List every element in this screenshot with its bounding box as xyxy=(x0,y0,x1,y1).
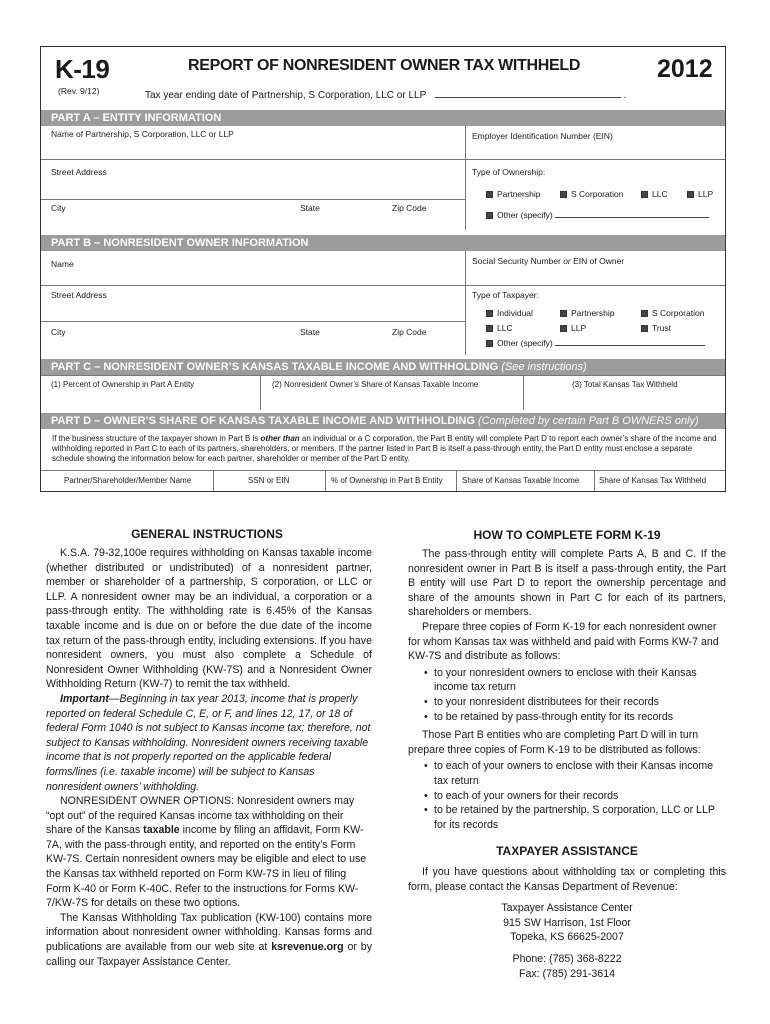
part-b-individual-checkbox[interactable]: Individual xyxy=(486,308,533,318)
assistance-center-name: Taxpayer Assistance Center xyxy=(501,902,633,915)
part-c-col3: (3) Total Kansas Tax Withheld xyxy=(572,380,678,389)
part-a-city-label: City xyxy=(51,203,66,213)
website-link[interactable]: ksrevenue.org xyxy=(271,941,344,954)
general-p1: K.S.A. 79-32,100e requires withholding on Kansas taxable income (whether distributed or undistributed) of a nonresident partner, member or shareholder of a partnership, S corporation, or LLC or LLP. A nonresident owner may be an individual, a corporation or a pass-through entity. The withholding rate is 6.45% of the Kansas taxable income and is due on or before the due date of the income tax return of the pass-through entity, including extensions. If you have nonresident owners, you must also complete a Schedule of Nonresident Owner Withholding (KW-7S) and a Nonresident Owner Withholding Return (KW-7) to remit the tax withheld. xyxy=(46,547,372,691)
how-bullet: • to each of your owners to enclose with their Kansas income tax return xyxy=(408,759,726,788)
checkbox-icon xyxy=(641,325,648,332)
form-year: 2012 xyxy=(657,55,713,83)
assistance-p1: If you have questions about withholding tax or completing this form, please contact the Kansas Department of Revenue: xyxy=(408,866,726,893)
part-b-llc-checkbox[interactable]: LLC xyxy=(486,323,513,333)
part-d-col-income: Share of Kansas Taxable Income xyxy=(462,476,580,485)
part-a-heading: PART A – ENTITY INFORMATION xyxy=(41,110,725,126)
part-b-trust-checkbox[interactable]: Trust xyxy=(641,323,671,333)
part-b-other-checkbox[interactable]: Other (specify) xyxy=(486,338,705,348)
part-b-zip-label: Zip Code xyxy=(392,327,427,337)
part-b-street-input[interactable] xyxy=(41,300,465,318)
part-a-street-label: Street Address xyxy=(51,167,107,177)
part-b-llp-checkbox[interactable]: LLP xyxy=(560,323,586,333)
form-revision: (Rev. 9/12) xyxy=(58,86,100,96)
part-b-name-label: Name xyxy=(51,259,74,269)
part-a-scorp-checkbox[interactable]: S Corporation xyxy=(560,189,623,199)
part-d-heading: PART D – OWNER’S SHARE OF KANSAS TAXABLE INCOME AND WITHHOLDING (Completed by certain Part B OWNERS only) xyxy=(41,413,725,429)
checkbox-icon xyxy=(641,191,648,198)
part-a-ein-label: Employer Identification Number (EIN) xyxy=(472,131,613,141)
general-instructions-body xyxy=(46,546,372,969)
assistance-phone: Phone: (785) 368-8222 xyxy=(512,952,622,965)
part-a-llc-checkbox[interactable]: LLC xyxy=(641,189,668,199)
assistance-city: Topeka, KS 66625-2007 xyxy=(510,931,624,944)
how-bullet: • to each of your owners for their records xyxy=(408,789,726,804)
part-a-state-label: State xyxy=(300,203,320,213)
checkbox-icon xyxy=(560,325,567,332)
how-bullet: • to your nonresident owners to enclose with their Kansas income tax return xyxy=(408,666,726,695)
checkbox-icon xyxy=(560,310,567,317)
checkbox-icon xyxy=(486,212,493,219)
part-b-street-label: Street Address xyxy=(51,290,107,300)
part-a-ein-input[interactable] xyxy=(466,142,725,158)
assistance-fax: Fax: (785) 291-3614 xyxy=(519,967,615,980)
part-c-income-input[interactable] xyxy=(261,391,522,409)
tax-year-row: Tax year ending date of Partnership, S Corporation, LLC or LLP . xyxy=(145,90,627,101)
checkbox-icon xyxy=(486,191,493,198)
part-b-ssn-input[interactable] xyxy=(466,266,725,284)
how-p2: Prepare three copies of Form K-19 for each nonresident owner for whom Kansas tax was withheld and paid with Forms KW-7 and KW-7S and distribute as follows: xyxy=(408,620,719,663)
tax-year-label: Tax year ending date of Partnership, S Corporation, LLC or LLP xyxy=(145,90,427,101)
general-important: Important—Beginning in tax year 2013, income that is properly reported on federal Schedule C, E, or F, and lines 12, 17, or 18 of federal Form 1040 is not subject to Kansas income tax; therefore, not subject to Kansas withholding. Nonresident owners receiving taxable income that is not properly reported on the applicable federal forms/lines (i.e. taxable income) will be subject to Kansas nonresident owners’ withholding. xyxy=(46,692,371,793)
checkbox-icon xyxy=(486,325,493,332)
part-d-col-percent: % of Ownership in Part B Entity xyxy=(331,476,443,485)
checkbox-icon xyxy=(560,191,567,198)
part-b-scorp-checkbox[interactable]: S Corporation xyxy=(641,308,704,318)
part-b-taxpayer-label: Type of Taxpayer: xyxy=(472,290,539,300)
general-options: NONRESIDENT OWNER OPTIONS: Nonresident owners may “opt out” of the required Kansas income tax withholding on their share of the Kansas taxable income by filing an affidavit, Form KW-7A, with the pass-through entity, and reported on the entity’s Form KW-7S. Certain nonresident owners may be eligible and elect to use the Kansas tax withheld reported on Form KW-7S in lieu of filing Form K-40 or Form K-40C. Refer to the instructions for Forms KW-7/KW-7S for details on these two options. xyxy=(46,795,367,910)
taxpayer-assistance-title: TAXPAYER ASSISTANCE xyxy=(496,844,638,858)
how-bullet: • to be retained by the partnership, S corporation, LLC or LLP for its records xyxy=(408,803,726,832)
taxpayer-assistance-body xyxy=(408,865,726,981)
how-bullet: • to be retained by pass-through entity for its records xyxy=(408,710,726,725)
part-d-note: If the business structure of the taxpayer shown in Part B is other than an individual or a C corporation, the Part B entity will complete Part D to report each owner’s share of the income and withholding reported in Part C to each of its partners, shareholders, or members. If the partner listed in Part B is itself a pass-through entity, the Part D entity must enclose a separate schedule showing the information below for each partner, shareholder or member of the Part D entity. xyxy=(52,434,717,463)
part-d-col-name: Partner/Shareholder/Member Name xyxy=(64,476,192,485)
checkbox-icon xyxy=(486,310,493,317)
assistance-street: 915 SW Harrison, 1st Floor xyxy=(503,916,631,929)
part-b-name-input[interactable] xyxy=(41,268,465,284)
part-c-col1: (1) Percent of Ownership in Part A Entity xyxy=(51,380,195,389)
form-number: K-19 xyxy=(55,54,110,84)
checkbox-icon xyxy=(641,310,648,317)
part-a-other-checkbox[interactable]: Other (specify) xyxy=(486,210,709,220)
part-b-other-input[interactable] xyxy=(555,338,705,346)
how-p3: Those Part B entities who are completing Part D will in turn prepare three copies of Form K-19 to be distributed as follows: xyxy=(408,729,701,756)
part-a-llp-checkbox[interactable]: LLP xyxy=(687,189,713,199)
checkbox-icon xyxy=(687,191,694,198)
part-a-name-label: Name of Partnership, S Corporation, LLC or LLP xyxy=(51,129,234,139)
part-c-heading: PART C – NONRESIDENT OWNER’S KANSAS TAXABLE INCOME AND WITHHOLDING (See instructions) xyxy=(41,359,725,375)
part-a-other-input[interactable] xyxy=(555,210,709,218)
part-b-state-label: State xyxy=(300,327,320,337)
general-publication: The Kansas Withholding Tax publication (KW-100) contains more information about nonresident owner withholding. Kansas forms and publications are available from our web site at ksrevenue.org or by calling our Taxpayer Assistance Center. xyxy=(46,911,372,968)
part-b-partnership-checkbox[interactable]: Partnership xyxy=(560,308,614,318)
part-a-street-input[interactable] xyxy=(41,176,465,196)
how-to-complete-title: HOW TO COMPLETE FORM K-19 xyxy=(473,528,661,542)
part-a-ownership-label: Type of Ownership: xyxy=(472,167,546,177)
general-instructions-title: GENERAL INSTRUCTIONS xyxy=(131,527,283,541)
how-to-complete-body xyxy=(408,547,726,832)
part-a-zip-label: Zip Code xyxy=(392,203,427,213)
how-p1: The pass-through entity will complete Parts A, B and C. If the nonresident owner in Part B is itself a pass-through entity, the Part B entity will use Part D to report the ownership percentage and share of the amounts shown in Part C for each of its partners, shareholders or members. xyxy=(408,548,726,619)
part-c-withheld-input[interactable] xyxy=(524,391,725,409)
part-c-col2: (2) Nonresident Owner’s Share of Kansas Taxable Income xyxy=(272,380,479,389)
form-title: REPORT OF NONRESIDENT OWNER TAX WITHHELD xyxy=(188,57,581,74)
how-bullet: • to your nonresident distributees for their records xyxy=(408,695,726,710)
part-d-col-ssn: SSN or EIN xyxy=(248,476,290,485)
part-b-city-label: City xyxy=(51,327,66,337)
checkbox-icon xyxy=(486,340,493,347)
part-a-name-input[interactable] xyxy=(41,138,465,158)
part-d-col-withheld: Share of Kansas Tax Withheld xyxy=(599,476,707,485)
part-c-percent-input[interactable] xyxy=(41,391,259,409)
part-b-heading: PART B – NONRESIDENT OWNER INFORMATION xyxy=(41,235,725,251)
part-b-ssn-label: Social Security Number or EIN of Owner xyxy=(472,256,625,266)
part-a-partnership-checkbox[interactable]: Partnership xyxy=(486,189,540,199)
